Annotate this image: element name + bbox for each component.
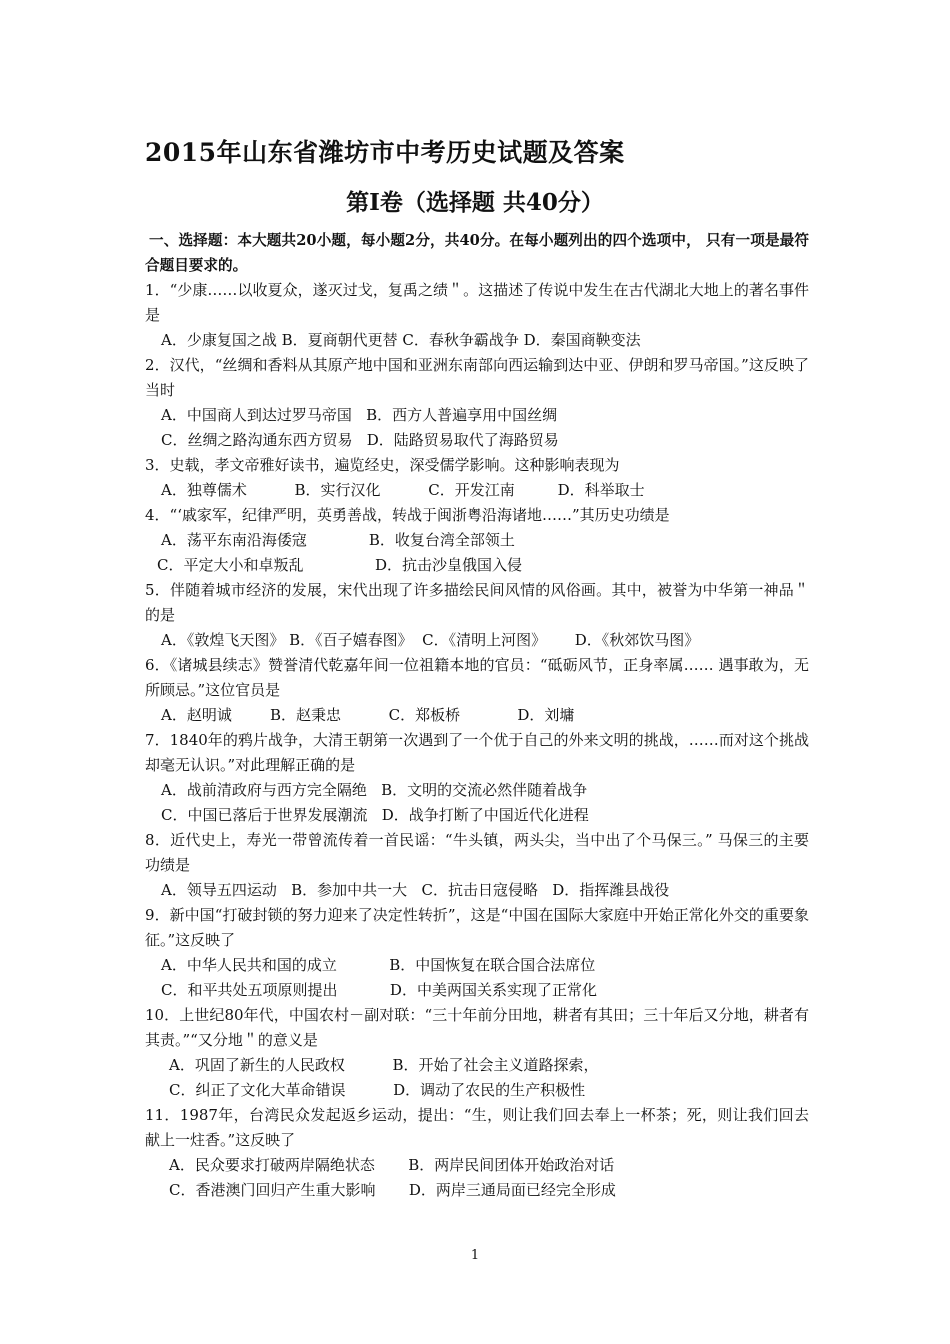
- question-options: A．《敦煌飞天图》 B．《百子嬉春图》 C．《清明上河图》 D．《秋郊饮马图》: [161, 631, 700, 649]
- question-stem: 7．1840年的鸦片战争，大清王朝第一次遇到了一个优于自己的外来文明的挑战，……而对这个挑战却毫无认识。”对此理解正确的是: [145, 731, 809, 774]
- question-options: C．丝绸之路沟通东西方贸易 D．陆路贸易取代了海路贸易: [161, 431, 559, 449]
- question-stem: 3．史载，孝文帝雅好读书，遍览经史，深受儒学影响。这种影响表现为: [145, 456, 620, 474]
- question-stem: 5．伴随着城市经济的发展，宋代出现了许多描绘民间风情的风俗画。其中，被誉为中华第一神品＂的是: [145, 581, 809, 624]
- question-options: A．战前清政府与西方完全隔绝 B．文明的交流必然伴随着战争: [161, 781, 588, 799]
- question-options: C．中国已落后于世界发展潮流 D．战争打断了中国近代化进程: [161, 806, 589, 824]
- page-number: 1: [470, 1248, 480, 1263]
- document-title: 2015年山东省潍坊市中考历史试题及答案: [145, 138, 625, 167]
- question-stem: 8．近代史上，寿光一带曾流传着一首民谣：“牛头镇，两头尖，当中出了个马保三。” 马保三的主要功绩是: [145, 831, 809, 874]
- question-options: C．香港澳门回归产生重大影响 D．两岸三通局面已经完全形成: [169, 1181, 616, 1199]
- question-stem: 2．汉代，“丝绸和香料从其原产地中国和亚洲东南部向西运输到达中亚、伊朗和罗马帝国。”这反映了当时: [145, 356, 809, 399]
- question-options: A．荡平东南沿海倭寇 B．收复台湾全部领土: [161, 531, 515, 549]
- question-options: A．民众要求打破两岸隔绝状态 B．两岸民间团体开始政治对话: [169, 1156, 615, 1174]
- question-options: A．赵明诚 B．赵秉忠 C．郑板桥 D．刘墉: [161, 706, 575, 724]
- question-options: C．纠正了文化大革命错误 D．调动了农民的生产积极性: [169, 1081, 586, 1099]
- section-heading: 一、选择题：本大题共20小题，每小题2分，共40分。在每小题列出的四个选项中， 只有一项是最符合题目要求的。: [145, 232, 809, 274]
- question-options: C．和平共处五项原则提出 D．中美两国关系实现了正常化: [161, 981, 597, 999]
- section-subtitle: 第I卷（选择题 共40分）: [346, 189, 604, 216]
- question-stem: 6．《诸城县续志》赞誉清代乾嘉年间一位祖籍本地的官员：“砥砺风节，正身率属…… 遇事敢为，无所顾忌。”这位官员是: [145, 656, 809, 699]
- question-options: A．独尊儒术 B．实行汉化 C．开发江南 D．科举取士: [161, 481, 645, 499]
- question-options: A．中华人民共和国的成立 B．中国恢复在联合国合法席位: [161, 956, 596, 974]
- question-stem: 4．“‘戚家军，纪律严明，英勇善战，转战于闽浙粤沿海诸地……”其历史功绩是: [145, 506, 670, 524]
- question-stem: 1．“少康……以收夏众，遂灭过戈，复禹之绩＂。这描述了传说中发生在古代湖北大地上的著名事件是: [145, 281, 809, 324]
- question-options: C．平定大小和卓叛乱 D．抗击沙皇俄国入侵: [157, 556, 523, 574]
- question-options: A．巩固了新生的人民政权 B．开始了社会主义道路探索，: [169, 1056, 599, 1074]
- document-body: [145, 228, 809, 1203]
- question-stem: 10．上世纪80年代，中国农村－副对联：“三十年前分田地，耕者有其田；三十年后又分地，耕者有其责。”“又分地＂的意义是: [145, 1006, 809, 1049]
- question-options: A．领导五四运动 B．参加中共一大 C．抗击日寇侵略 D．指挥潍县战役: [161, 881, 670, 899]
- question-options: A．少康复国之战 B．夏商朝代更替 C．春秋争霸战争 D．秦国商鞅变法: [161, 331, 641, 349]
- question-options: A．中国商人到达过罗马帝国 B．西方人普遍享用中国丝绸: [161, 406, 558, 424]
- question-stem: 11．1987年，台湾民众发起返乡运动，提出：“生，则让我们回去奉上一杯茶；死，则让我们回去献上一炷香。”这反映了: [145, 1106, 809, 1149]
- question-stem: 9．新中国“打破封锁的努力迎来了决定性转折”，这是“中国在国际大家庭中开始正常化外交的重要象征。”这反映了: [145, 906, 809, 949]
